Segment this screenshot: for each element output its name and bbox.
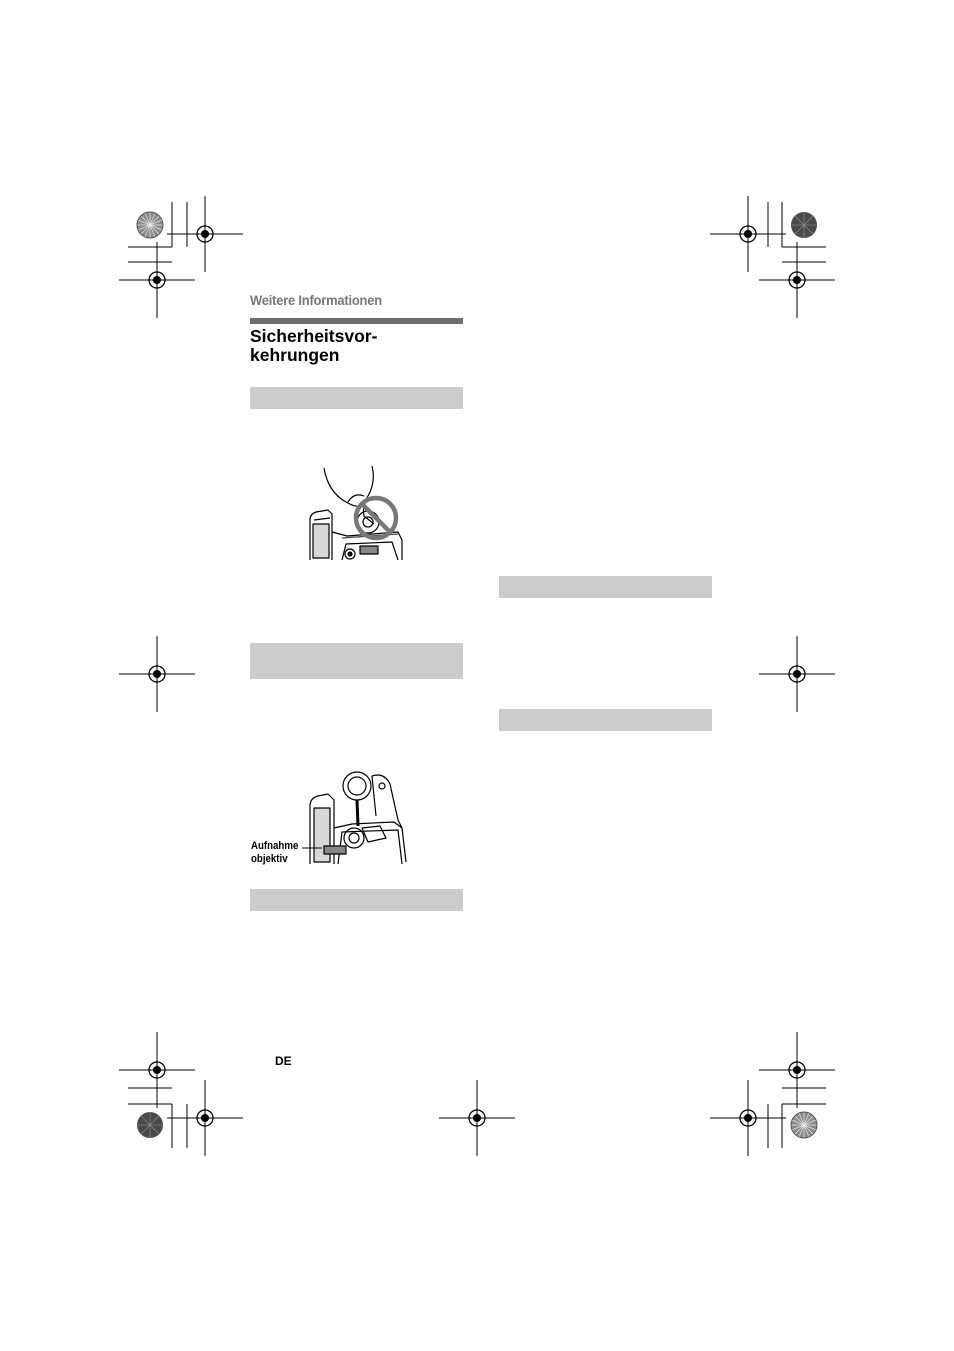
subheading-bar [499, 576, 712, 598]
camera-lens-illustration [302, 766, 412, 866]
subheading-bar [499, 709, 712, 731]
subheading-bar [250, 889, 463, 911]
subheading-bar [250, 387, 463, 409]
page-language-code: DE [275, 1054, 292, 1068]
page-title: Sicherheitsvor- kehrungen [250, 326, 378, 365]
subheading-bar [250, 643, 463, 679]
section-label: Weitere Informationen [250, 292, 382, 308]
lens-caption: Aufnahme objektiv [251, 840, 299, 865]
section-rule [250, 318, 463, 324]
do-not-touch-lens-illustration [302, 462, 412, 562]
